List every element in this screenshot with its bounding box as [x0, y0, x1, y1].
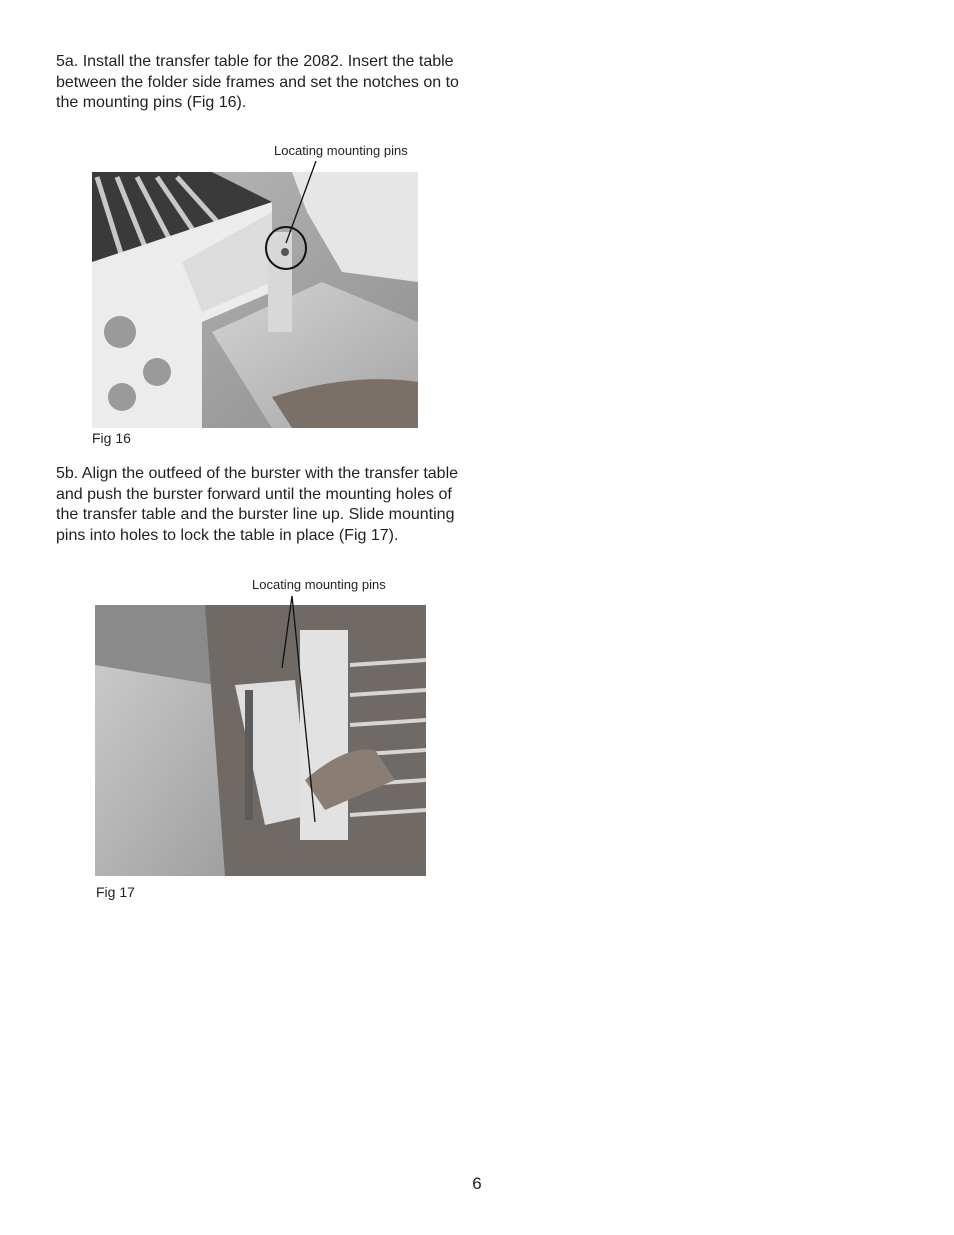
fig16-photo — [92, 172, 418, 428]
fig17-callout-label: Locating mounting pins — [252, 577, 386, 592]
step-5a-text: 5a. Install the transfer table for the 2082. Insert the table between the folder side frames and set the notches on to the mounting pins (Fig 16). — [56, 53, 459, 112]
fig17-photo — [95, 605, 426, 876]
page-number: 6 — [472, 1174, 482, 1193]
step-5b-text: 5b. Align the outfeed of the burster with the transfer table and push the burster forward until the mounting holes of the transfer table and the burster line up. Slide mounting pins into holes to lock the table in place (Fig 17). — [56, 465, 459, 544]
fig16-callout-label: Locating mounting pins — [274, 143, 408, 158]
fig17-caption: Fig 17 — [96, 884, 135, 900]
fig16-caption: Fig 16 — [92, 430, 131, 446]
